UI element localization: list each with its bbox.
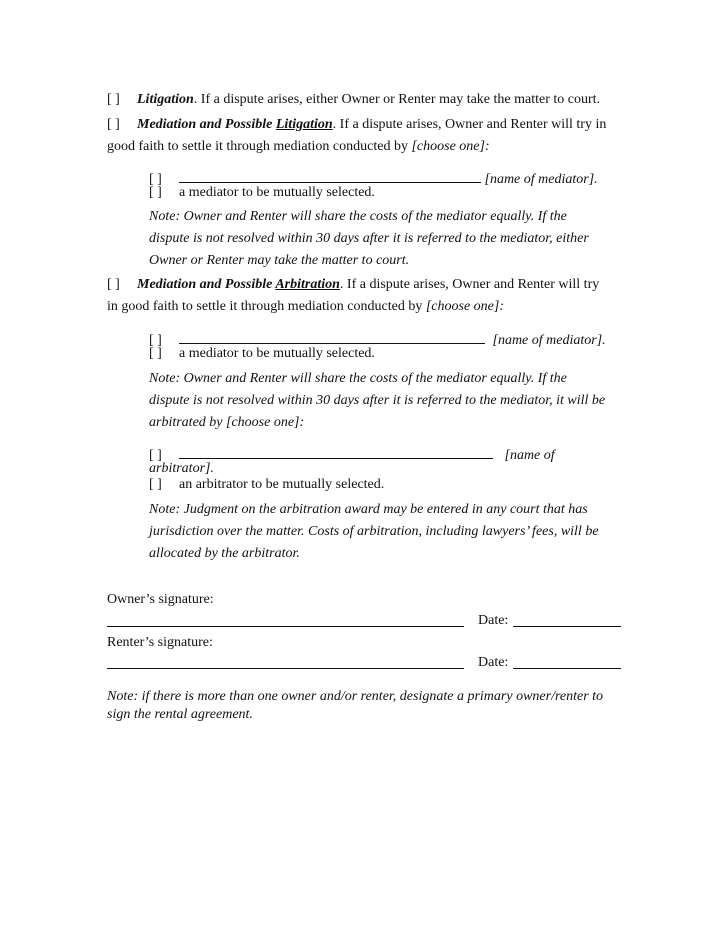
arb1-label-b: arbitrator]. (149, 461, 214, 476)
ma-sub1-label: [name of mediator]. (492, 333, 606, 348)
checkbox-named-arbitrator[interactable]: [ ] (149, 448, 162, 463)
mediation-arbitration-choose: [choose one]: (425, 299, 504, 314)
mediation-litigation-sub2 (149, 184, 375, 202)
checkbox-selected-arbitrator[interactable]: [ ] (149, 477, 162, 492)
checkbox-ml-selected-mediator[interactable]: [ ] (149, 185, 162, 200)
checkbox-ma-selected-mediator[interactable]: [ ] (149, 346, 162, 361)
mediation-litigation-heading-b: Litigation (275, 117, 333, 132)
mediation-arbitration-heading-a: Mediation and Possible (137, 277, 276, 292)
checkbox-litigation[interactable]: [ ] (107, 92, 120, 107)
arb-note-line2: jurisdiction over the matter. Costs of arbitration, including lawyers’ fees, will be (149, 524, 599, 539)
arb-note-line1: Note: Judgment on the arbitration award may be entered in any court that has (149, 502, 588, 517)
arb1-label-a: [name of (504, 448, 555, 463)
footer-note-line2: sign the rental agreement. (107, 707, 253, 722)
owner-date-label: Date: (478, 613, 509, 628)
checkbox-mediation-litigation[interactable]: [ ] (107, 117, 120, 132)
ml-sub2-label: a mediator to be mutually selected. (179, 185, 375, 200)
ml-note-line3: Owner or Renter may take the matter to court. (149, 253, 410, 268)
arb2-label: an arbitrator to be mutually selected. (179, 477, 385, 492)
owner-signature-label: Owner’s signature: (107, 592, 214, 607)
checkbox-ml-named-mediator[interactable]: [ ] (149, 172, 162, 187)
mediation-arbitration-sub2 (149, 345, 375, 363)
mediator-name-blank[interactable] (179, 168, 481, 183)
ma-note-line2: dispute is not resolved within 30 days after it is referred to the mediator, it will be (149, 393, 606, 408)
renter-signature-line[interactable] (107, 668, 464, 669)
owner-signature-line[interactable] (107, 626, 464, 627)
renter-date-label: Date: (478, 655, 509, 670)
ml-note-line2: dispute is not resolved within 30 days after it is referred to the mediator, either (149, 231, 589, 246)
mediation-arbitration-text2: in good faith to settle it through mediation conducted by (107, 299, 426, 314)
ma-note-line1: Note: Owner and Renter will share the costs of the mediator equally. If the (149, 371, 567, 386)
mediation-arbitration-heading-b: Arbitration (275, 277, 340, 292)
option-mediation-arbitration (107, 276, 599, 294)
mediation-litigation-line2 (107, 138, 490, 156)
owner-date-line[interactable] (513, 626, 621, 627)
mediation-arbitration-text1: . If a dispute arises, Owner and Renter will try (339, 277, 600, 292)
option-mediation-litigation (107, 116, 606, 134)
arbitrator-name-blank[interactable] (179, 444, 493, 459)
mediation-litigation-text2: good faith to settle it through mediation conducted by (107, 139, 412, 154)
arb-note-line3: allocated by the arbitrator. (149, 546, 300, 561)
litigation-heading: Litigation (137, 92, 194, 107)
ma-mediator-name-blank[interactable] (179, 329, 485, 344)
mediation-litigation-heading-a: Mediation and Possible (137, 117, 276, 132)
ma-sub2-label: a mediator to be mutually selected. (179, 346, 375, 361)
mediation-arbitration-line2 (107, 298, 504, 316)
ml-sub1-label: [name of mediator]. (484, 172, 598, 187)
renter-date-line[interactable] (513, 668, 621, 669)
footer-note-line1: Note: if there is more than one owner and/or renter, designate a primary owner/renter to (107, 689, 604, 704)
mediation-litigation-text1: . If a dispute arises, Owner and Renter will try in (332, 117, 607, 132)
option-litigation (107, 91, 600, 109)
arbitrator-sub2 (149, 476, 384, 494)
mediation-litigation-choose: [choose one]: (411, 139, 490, 154)
renter-signature-label: Renter’s signature: (107, 635, 213, 650)
ma-note-line3: arbitrated by [choose one]: (149, 415, 305, 430)
checkbox-ma-named-mediator[interactable]: [ ] (149, 333, 162, 348)
litigation-text: . If a dispute arises, either Owner or Renter may take the matter to court. (193, 92, 601, 107)
checkbox-mediation-arbitration[interactable]: [ ] (107, 277, 120, 292)
ml-note-line1: Note: Owner and Renter will share the costs of the mediator equally. If the (149, 209, 567, 224)
